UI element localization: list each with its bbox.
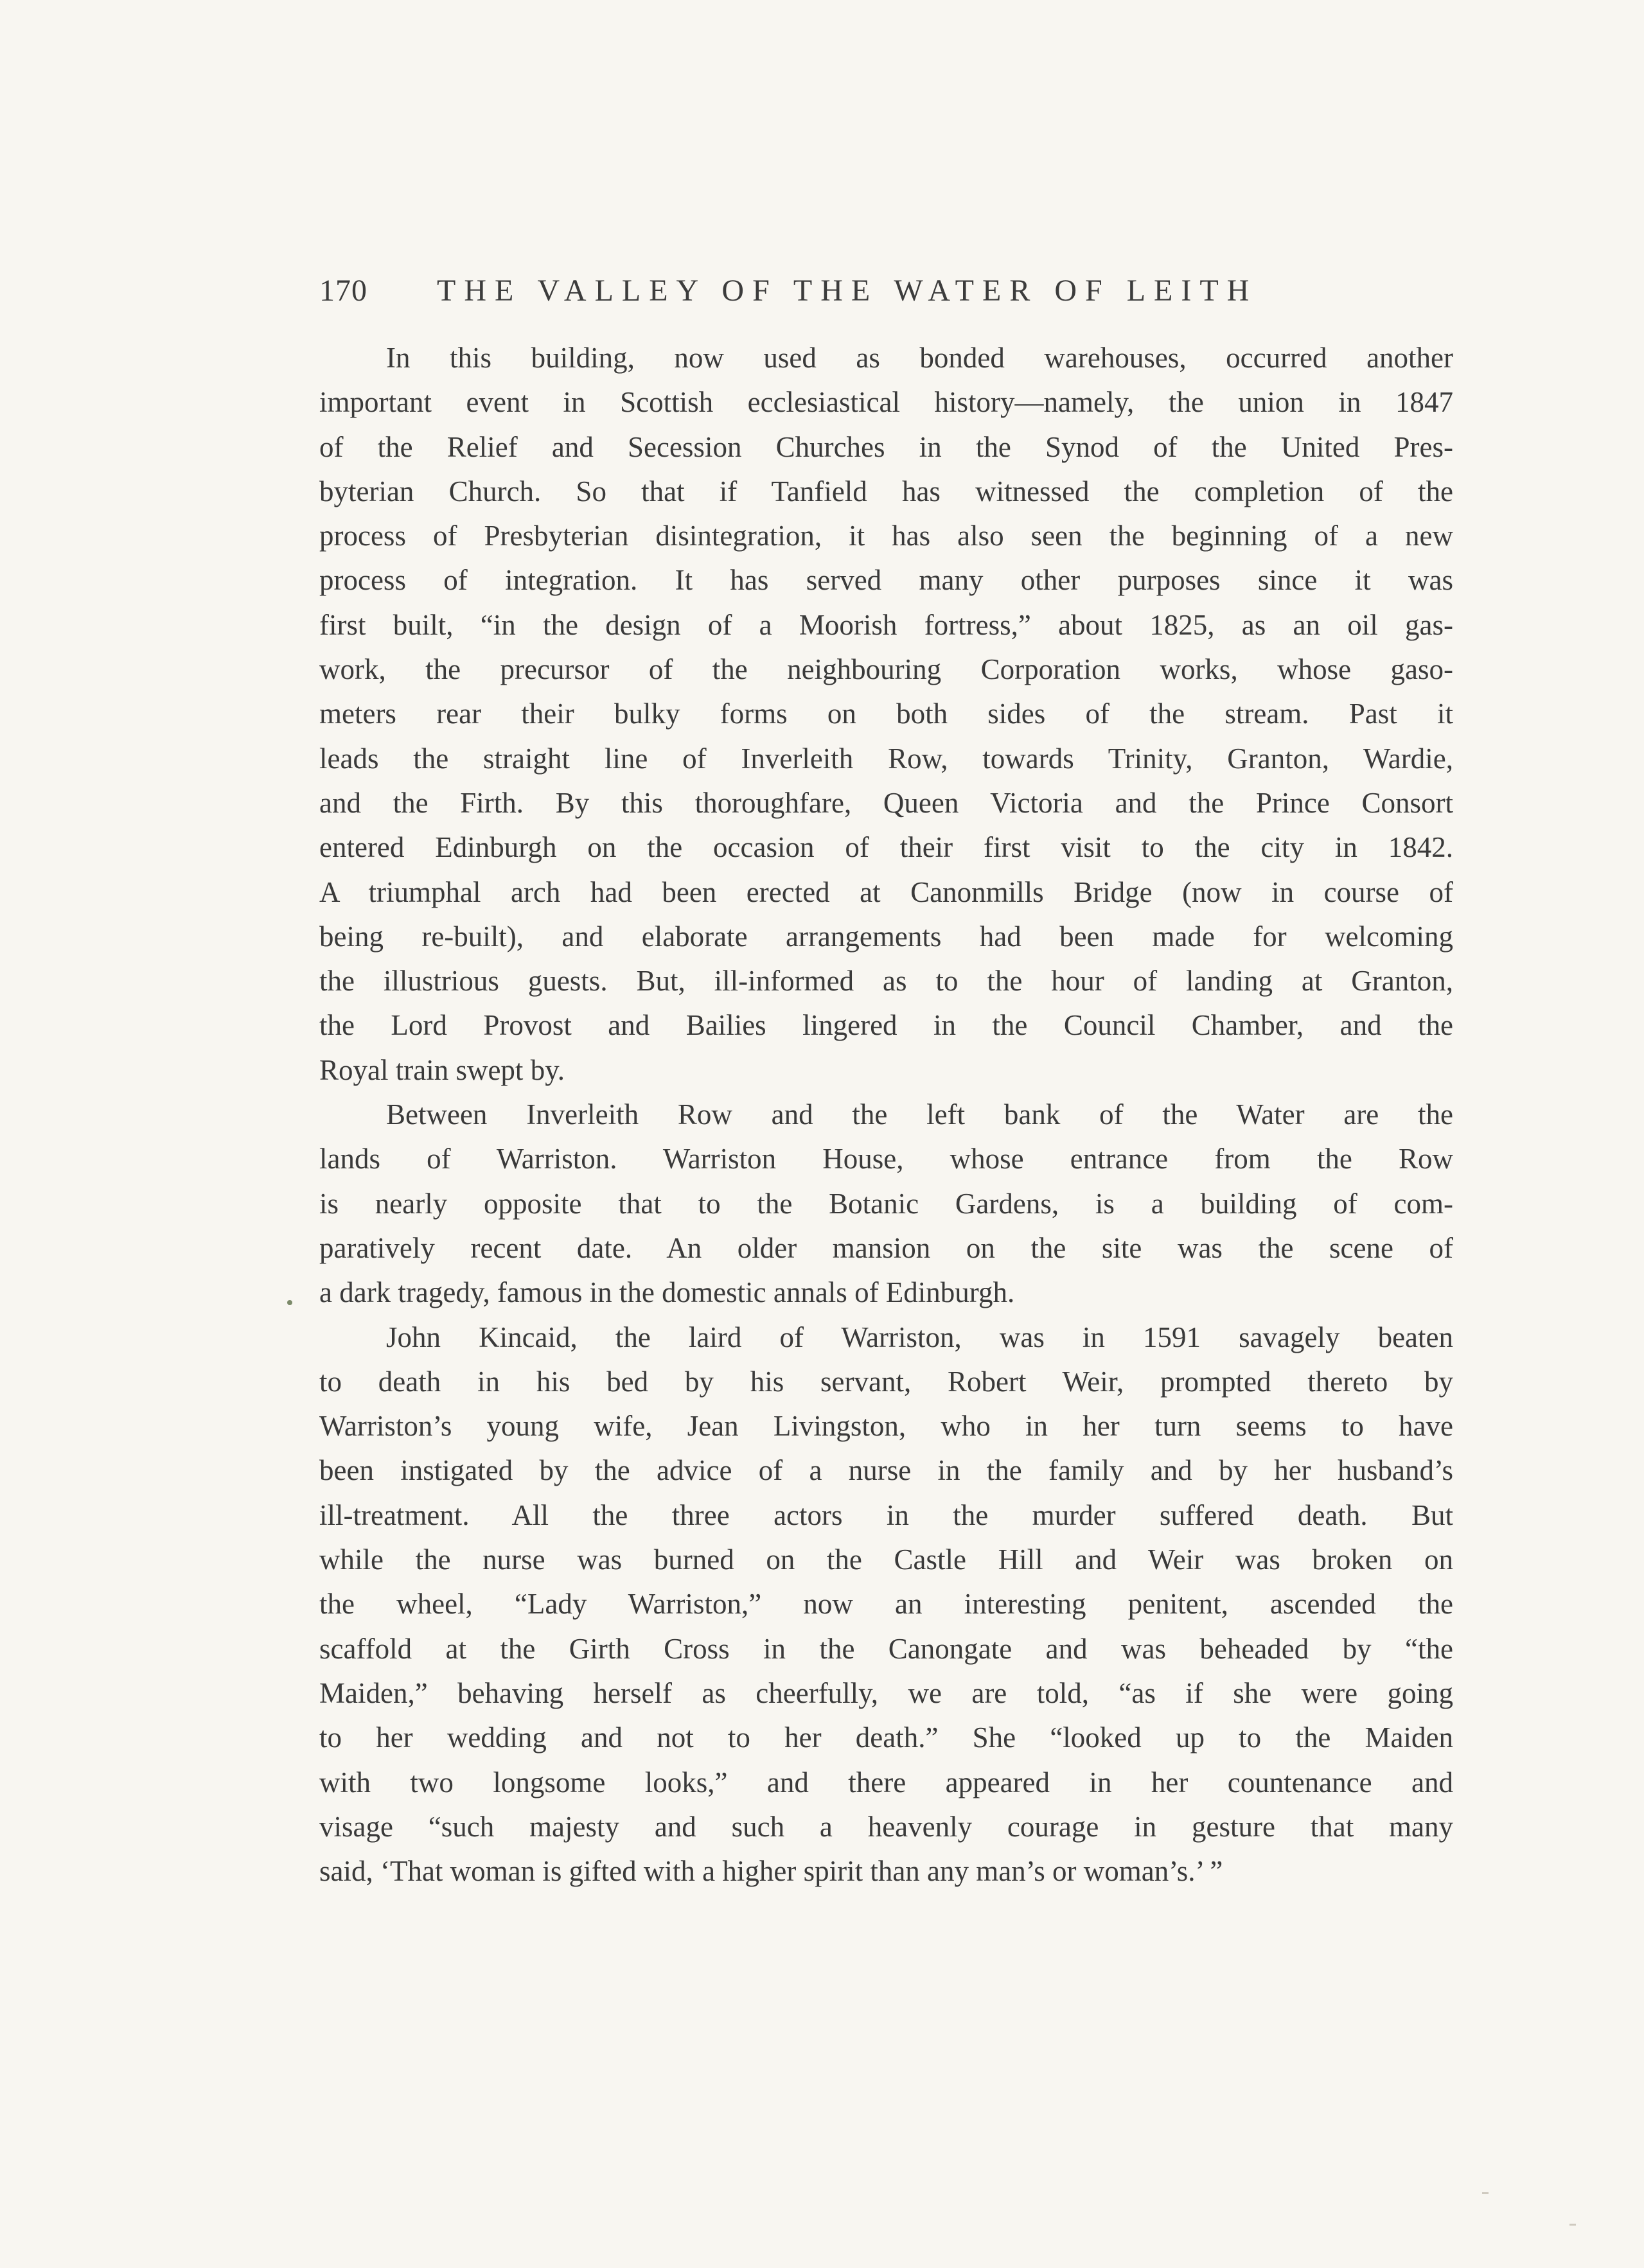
text-line: Warriston’s young wife, Jean Livingston, who in her turn seems to have [319, 1410, 1453, 1443]
text-line: the Lord Provost and Bailies lingered in the Council Chamber, and the [319, 1009, 1453, 1042]
text-line: John Kincaid, the laird of Warriston, was in 1591 savagely beaten [386, 1321, 1453, 1353]
text-line: In this building, now used as bonded warehouses, occurred another [386, 342, 1453, 374]
text-line: entered Edinburgh on the occasion of their first visit to the city in 1842. [319, 831, 1453, 864]
text-line: said, ‘That woman is gifted with a higher spirit than any man’s or woman’s.’ ” [319, 1855, 1223, 1888]
text-line: the wheel, “Lady Warriston,” now an interesting penitent, ascended the [319, 1588, 1453, 1621]
text-line: process of integration. It has served many other purposes since it was [319, 564, 1453, 597]
paper-speck [1569, 2224, 1576, 2226]
text-line: process of Presbyterian disintegration, it has also seen the beginning of a new [319, 520, 1453, 552]
text-line: meters rear their bulky forms on both sides of the stream. Past it [319, 698, 1453, 730]
text-line: A triumphal arch had been erected at Canonmills Bridge (now in course of [319, 875, 1453, 908]
text-line: Maiden,” behaving herself as cheerfully, we are told, “as if she were going [319, 1676, 1453, 1709]
text-line: Royal train swept by. [319, 1053, 565, 1086]
paper-speck [1482, 2192, 1489, 2194]
text-line: while the nurse was burned on the Castle Hill and Weir was broken on [319, 1543, 1453, 1576]
running-head [319, 268, 1341, 313]
text-line: is nearly opposite that to the Botanic Gardens, is a building of com- [319, 1187, 1453, 1220]
text-line: a dark tragedy, famous in the domestic annals of Edinburgh. [319, 1276, 1015, 1309]
paragraph-kincaid [319, 1315, 1453, 1894]
text-line: the illustrious guests. But, ill-informed as to the hour of landing at Granton, [319, 965, 1453, 998]
text-line: of the Relief and Secession Churches in the Synod of the United Pres- [319, 430, 1453, 463]
text-line: leads the straight line of Inverleith Row, towards Trinity, Granton, Wardie, [319, 742, 1453, 775]
text-line: first built, “in the design of a Moorish fortress,” about 1825, as an oil gas- [319, 608, 1453, 641]
text-line: work, the precursor of the neighbouring Corporation works, whose gaso- [319, 653, 1453, 686]
text-line: scaffold at the Girth Cross in the Canongate and was beheaded by “the [319, 1632, 1453, 1665]
running-title: THE VALLEY OF THE WATER OF LEITH [437, 274, 1258, 308]
text-line: been instigated by the advice of a nurse in the family and by her husband’s [319, 1454, 1453, 1487]
text-line: lands of Warriston. Warriston House, whose entrance from the Row [319, 1143, 1453, 1175]
text-line: important event in Scottish ecclesiastical history—namely, the union in 1847 [319, 386, 1453, 419]
text-line: Between Inverleith Row and the left bank of the Water are the [386, 1098, 1453, 1131]
page-number: 170 [319, 274, 367, 308]
paragraph-tanfield [319, 336, 1453, 1093]
text-line: being re-built), and elaborate arrangements had been made for welcoming [319, 920, 1453, 953]
text-line: with two longsome looks,” and there appeared in her countenance and [319, 1766, 1453, 1798]
text-line: byterian Church. So that if Tanfield has witnessed the completion of the [319, 475, 1453, 507]
text-line: ill-treatment. All the three actors in the murder suffered death. But [319, 1499, 1453, 1531]
text-line: to her wedding and not to her death.” She “looked up to the Maiden [319, 1721, 1453, 1754]
body-text [319, 336, 1453, 1894]
text-line: and the Firth. By this thoroughfare, Queen Victoria and the Prince Consort [319, 786, 1453, 819]
margin-dot [287, 1300, 292, 1305]
paragraph-warriston [319, 1093, 1453, 1315]
text-line: visage “such majesty and such a heavenly courage in gesture that many [319, 1810, 1453, 1843]
text-line: to death in his bed by his servant, Robert Weir, prompted thereto by [319, 1365, 1453, 1398]
text-line: paratively recent date. An older mansion on the site was the scene of [319, 1231, 1453, 1264]
